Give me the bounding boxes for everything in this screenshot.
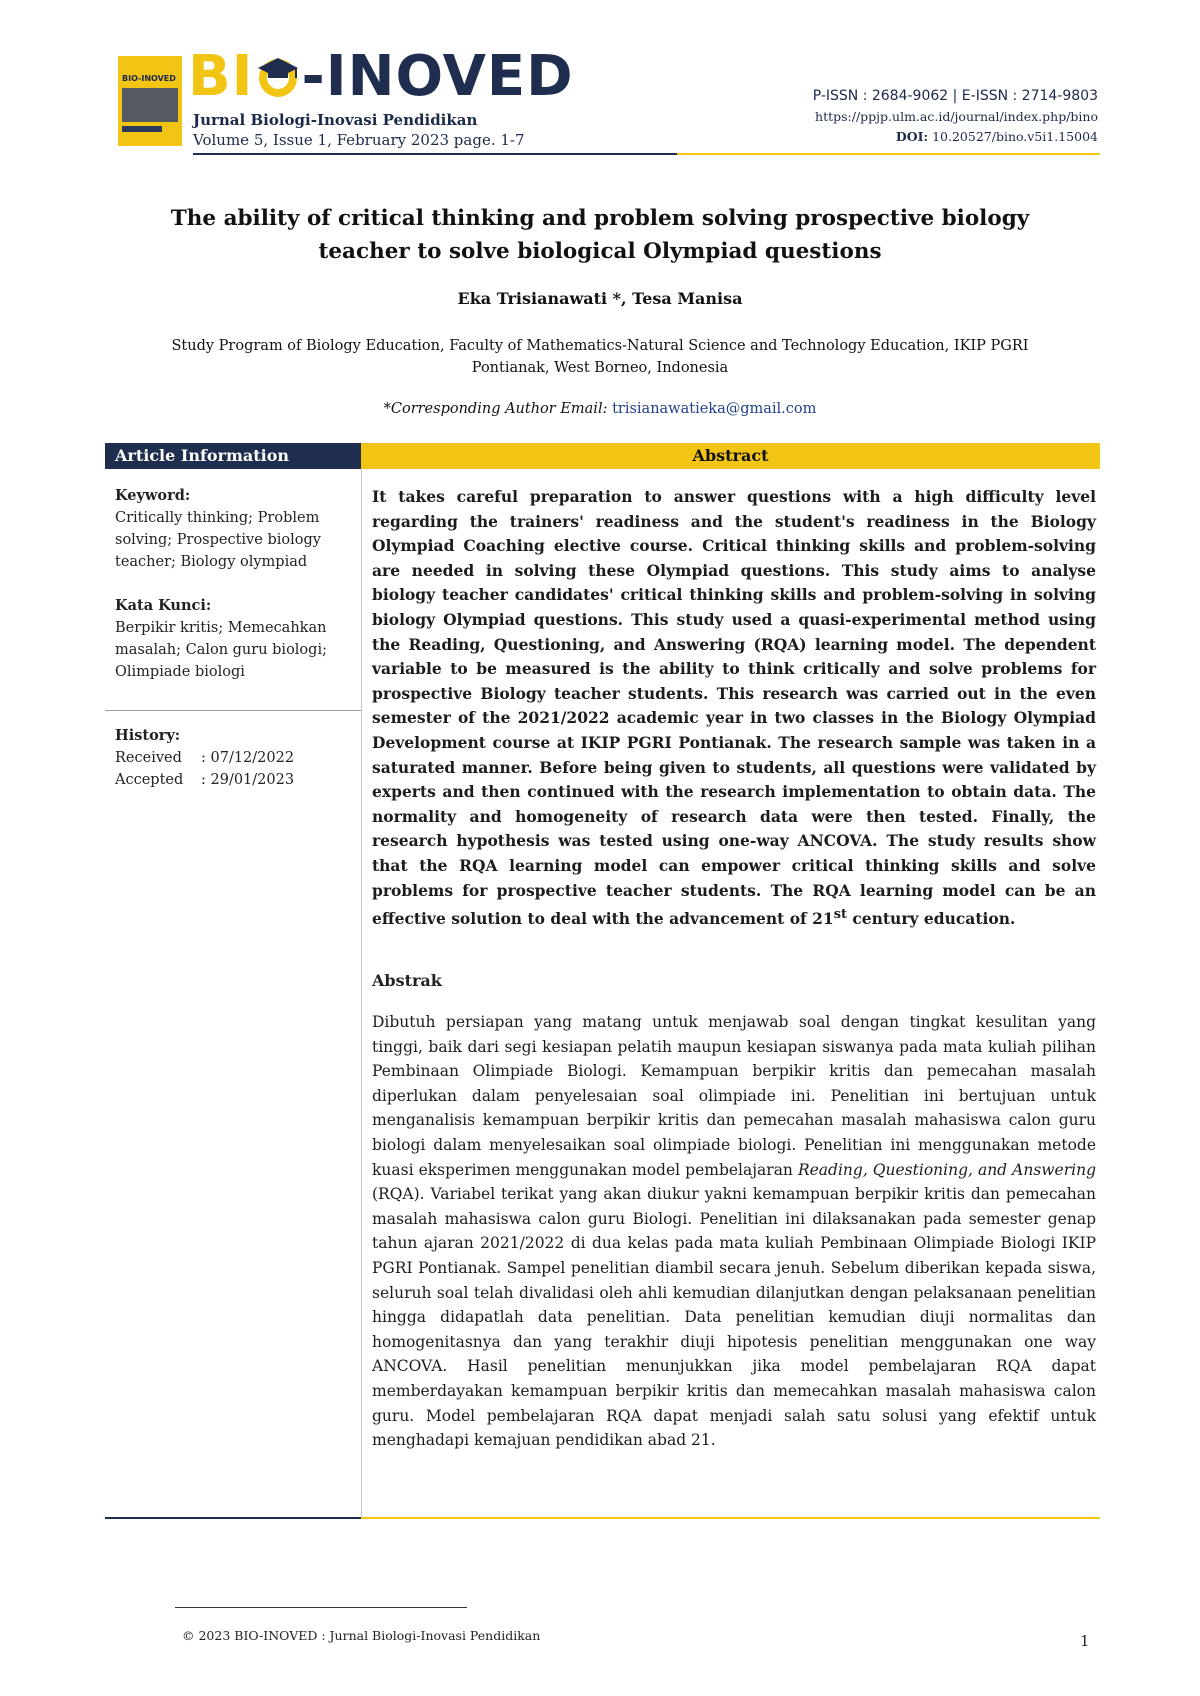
footnote-rule (175, 1607, 467, 1608)
abstract-header: Abstract (361, 443, 1100, 469)
logo-part-bi: BI (188, 44, 254, 109)
corresponding-email-link[interactable]: trisianawatieka@gmail.com (612, 401, 817, 417)
abstract-id-part2: (RQA). Variabel terikat yang akan diukur yakni kemampuan berpikir kritis dan pemecahan masalah mahasiswa calon guru Biologi. Penelitian ini dilaksanakan pada semester genap tahun ajaran 2021/2022 di dua kelas pada mata kuliah Pembinaan Olimpiade Biologi IKIP PGRI Pontianak. Sampel penelitian diambil secara jenuh. Sebelum diberikan kepada siswa, seluruh soal telah divalidasi oleh ahli kemudian dilanjutkan dengan pelaksanaan penelitian hingga didapatlah data penelitian. Data penelitian kemudian diuji normalitas dan homogenitasnya dan yang terakhir diuji hipotesis penelitian menggunakan one way ANCOVA. Hasil penelitian menunjukkan jika model pembelajaran RQA dapat memberdayakan kemampuan berpikir kritis dan memecahkan masalah mahasiswa calon guru. Model pembelajaran RQA dapat menjadi salah satu solusi yang efektif untuk menghadapi kemajuan pendidikan abad 21. (372, 1185, 1096, 1450)
article-title (110, 202, 1090, 268)
journal-volume: Volume 5, Issue 1, February 2023 page. 1-7 (193, 131, 525, 149)
abstract-text-id (372, 1010, 1096, 1453)
corresponding-label: *Corresponding Author Email: (383, 401, 613, 417)
column-divider (361, 469, 362, 1517)
article-title-line1: The ability of critical thinking and problem solving prospective biology (170, 206, 1030, 231)
history-accepted (115, 769, 355, 791)
abstract-en-end: century education. (846, 909, 1016, 929)
journal-name: Jurnal Biologi-Inovasi Pendidikan (193, 111, 478, 129)
abstract-text-en (372, 485, 1096, 932)
kata-kunci-block (115, 595, 355, 683)
journal-logo (188, 42, 574, 112)
issn-line: P-ISSN : 2684-9062 | E-ISSN : 2714-9803 (812, 88, 1098, 104)
sidebar-separator (105, 710, 361, 711)
doi-line[interactable] (896, 129, 1098, 144)
history-received (115, 747, 355, 769)
keyword-heading: Keyword: (115, 487, 191, 504)
kata-kunci-list: Berpikir kritis; Memecahkan masalah; Calon guru biologi; Olimpiade biologi (115, 620, 327, 680)
cover-strip (122, 126, 162, 132)
doi-label: DOI: (895, 129, 929, 144)
article-authors: Eka Trisianawati *, Tesa Manisa (457, 289, 743, 308)
logo-part-inoved: -INOVED (301, 44, 574, 109)
keywords-block (115, 485, 355, 573)
journal-url-link[interactable]: https://ppjp.ulm.ac.id/journal/index.php/bino (815, 109, 1098, 124)
abstract-id-italic: Reading, Questioning, and Answering (797, 1160, 1096, 1179)
page-number: 1 (1080, 1632, 1090, 1650)
graduation-cap-icon (256, 54, 300, 100)
journal-cover-thumbnail (118, 56, 182, 146)
article-information-header: Article Information (105, 443, 361, 469)
cover-image (122, 88, 178, 122)
kata-kunci-heading: Kata Kunci: (115, 597, 212, 614)
abstrak-heading: Abstrak (372, 971, 442, 990)
keyword-list: Critically thinking; Problem solving; Prospective biology teacher; Biology olympiad (115, 510, 321, 570)
author-affiliation (150, 335, 1050, 379)
accepted-label: Accepted (115, 772, 184, 788)
affiliation-line1: Study Program of Biology Education, Faculty of Mathematics-Natural Science and Technology Education, IKIP PGRI (171, 338, 1029, 354)
cover-title: BIO-INOVED (122, 74, 176, 83)
received-value: : 07/12/2022 (201, 750, 295, 766)
bottom-rule-gold (361, 1517, 1100, 1519)
affiliation-line2: Pontianak, West Borneo, Indonesia (471, 360, 729, 376)
corresponding-author (110, 401, 1090, 417)
bottom-rule-navy (105, 1517, 361, 1519)
copyright-notice: © 2023 BIO-INOVED : Jurnal Biologi-Inovasi Pendidikan (182, 1628, 541, 1643)
header-rule-gold (677, 153, 1100, 155)
history-heading: History: (115, 727, 181, 744)
history-block (115, 725, 355, 791)
abstract-id-part1: Dibutuh persiapan yang matang untuk menjawab soal dengan tingkat kesulitan yang tinggi, baik dari segi kesiapan pelatih maupun kesiapan siswanya pada mata kuliah pilihan Pembinaan Olimpiade Biologi. Kemampuan berpikir kritis dan pemecahan masalah diperlukan dalam penyelesaian soal olimpiade ini. Penelitian ini bertujuan untuk menganalisis kemampuan berpikir kritis dan pemecahan masalah mahasiswa calon guru biologi dalam menyelesaikan soal olimpiade biologi. Penelitian ini menggunakan metode kuasi eksperimen menggunakan model pembelajaran (372, 1013, 1096, 1179)
abstract-en-main: It takes careful preparation to answer questions with a high difficulty level regarding the trainers' readiness and the student's readiness in the Biology Olympiad Coaching elective course. Critical thinking skills and problem-solving are needed in solving these Olympiad questions. This study aims to analyse biology teacher candidates' critical thinking skills and problem-solving in solving biology Olympiad questions. This study used a quasi-experimental method using the Reading, Questioning, and Answering (RQA) learning model. The dependent variable to be measured is the ability to think critically and solve problems for prospective Biology teacher students. This research was carried out in the even semester of the 2021/2022 academic year in two classes in the Biology Olympiad Development course at IKIP PGRI Pontianak. The research sample was taken in a saturated manner. Before being given to students, all questions were validated by experts and then continued with the research implementation to obtain data. The normality and homogeneity of research data were then tested. Finally, the research hypothesis was tested using one-way ANCOVA. The study results show that the RQA learning model can empower critical thinking skills and solve problems for prospective teacher students. The RQA learning model can be an effective solution to deal with the advancement of 21 (372, 487, 1096, 929)
article-title-line2: teacher to solve biological Olympiad questions (318, 239, 882, 264)
abstract-en-superscript: st (833, 907, 847, 923)
accepted-value: : 29/01/2023 (201, 772, 295, 788)
received-label: Received (115, 750, 182, 766)
doi-value: 10.20527/bino.v5i1.15004 (928, 129, 1098, 144)
header-rule-navy (193, 153, 677, 155)
